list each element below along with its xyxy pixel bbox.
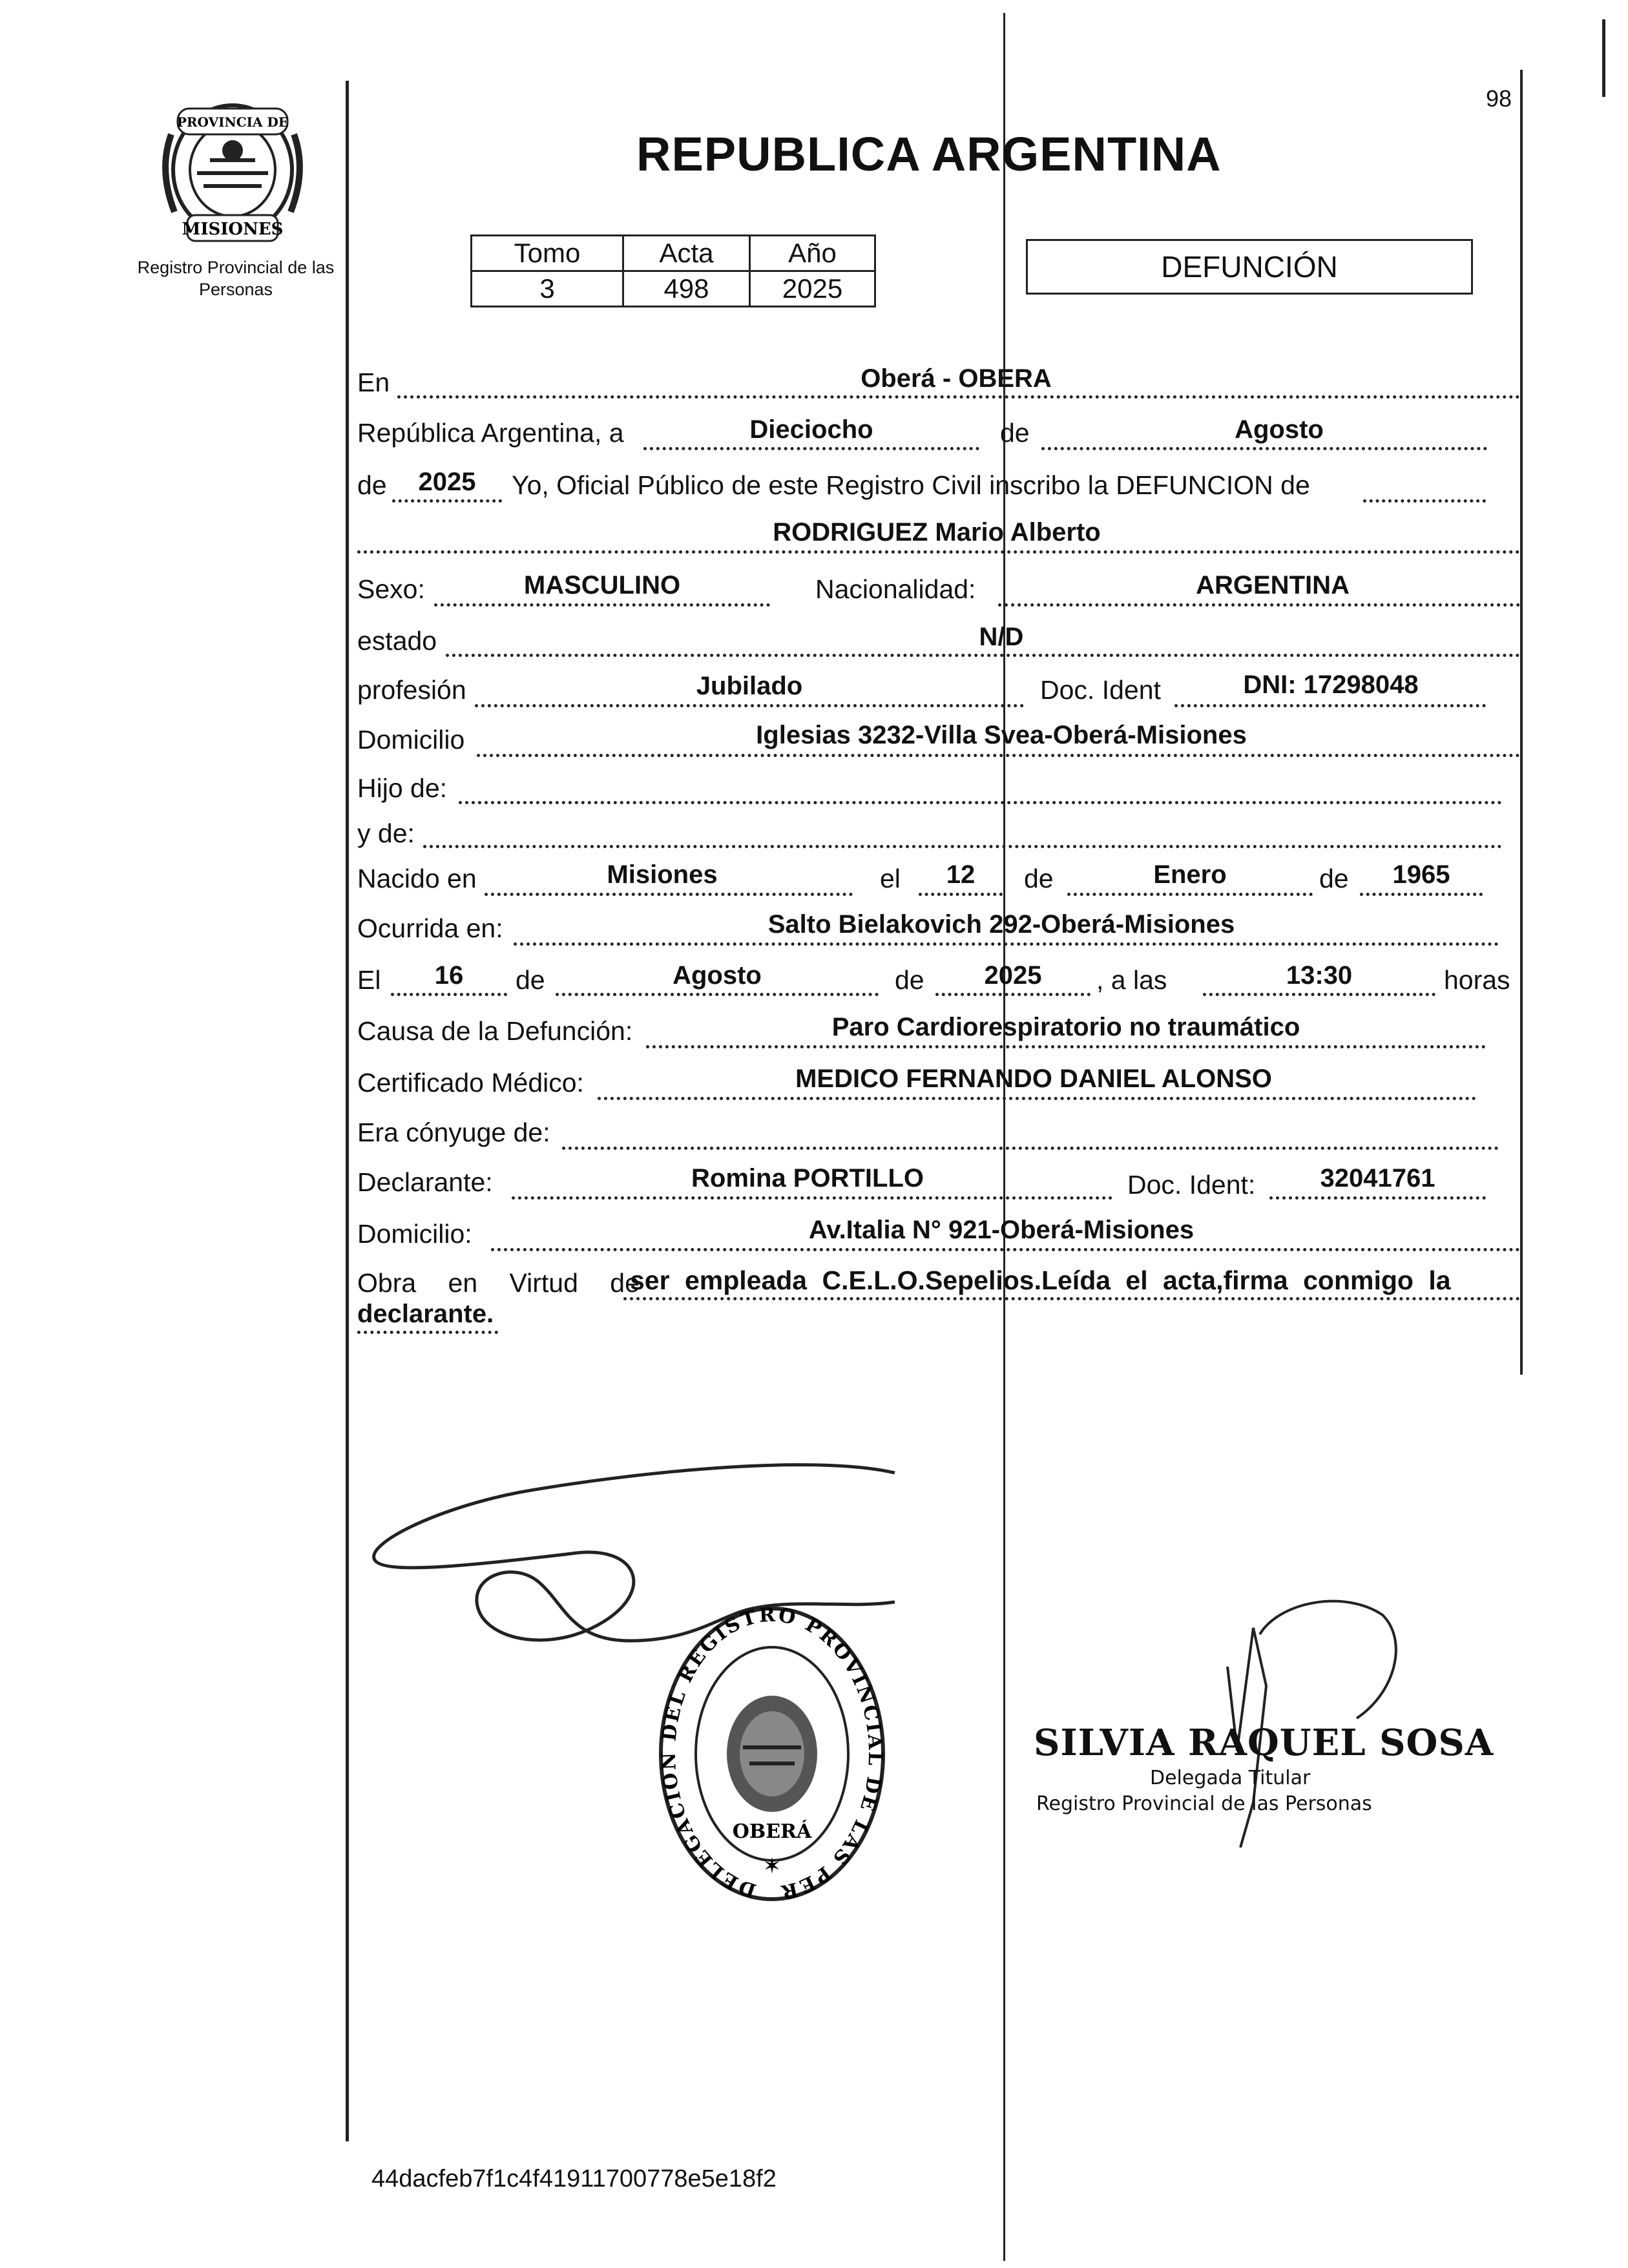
document-hash: 44dacfeb7f1c4f41911700778e5e18f2 <box>371 2165 777 2192</box>
month-value: Agosto <box>1235 415 1324 444</box>
seal-star-icon: ✶ <box>762 1854 782 1878</box>
nacido-lugar-line <box>485 893 853 896</box>
birth-year-line <box>1360 893 1483 896</box>
el-label: el <box>880 864 901 893</box>
decl-dom-label: Domicilio: <box>357 1219 472 1249</box>
sexo-value: MASCULINO <box>523 571 681 599</box>
estado-value: N/D <box>979 623 1024 651</box>
value-ano: 2025 <box>750 271 875 307</box>
name-line <box>357 550 1520 554</box>
birth-month-value: Enero <box>1153 860 1227 889</box>
official-name: SILVIA RAQUEL SOSA <box>1034 1722 1494 1764</box>
birth-year-value: 1965 <box>1392 860 1450 889</box>
sexo-line <box>434 603 770 607</box>
birth-day-value: 12 <box>946 860 976 889</box>
cert-line <box>598 1097 1476 1100</box>
emblem-bottom-text: MISIONES <box>182 220 284 239</box>
death-time-value: 13:30 <box>1286 961 1353 990</box>
death-time-line <box>1203 993 1435 996</box>
center-fold-line <box>1003 13 1005 2261</box>
ocurrida-value: Salto Bielakovich 292-Oberá-Misiones <box>767 910 1235 939</box>
en-line <box>397 395 1520 399</box>
official-seal <box>652 1602 892 1912</box>
profesion-value: Jubilado <box>696 672 803 700</box>
left-margin-rule <box>346 81 349 2141</box>
nacionalidad-label: Nacionalidad: <box>815 574 976 604</box>
declarante-line <box>512 1196 1112 1200</box>
nacido-label: Nacido en <box>357 864 477 893</box>
birth-de2-label: de <box>1319 864 1349 893</box>
doc-line <box>1174 704 1486 707</box>
estado-line <box>446 654 1520 657</box>
death-year-line <box>935 993 1091 996</box>
death-de1-label: de <box>516 965 545 995</box>
page-title: REPUBLICA ARGENTINA <box>636 127 1222 181</box>
obra-line-1 <box>623 1297 1520 1300</box>
place-value: Oberá - OBERA <box>861 364 1052 393</box>
causa-value: Paro Cardiorespiratorio no traumático <box>831 1013 1300 1041</box>
month-line <box>1041 447 1487 450</box>
domicilio-value: Iglesias 3232-Villa Svea-Oberá-Misiones <box>756 721 1247 749</box>
emblem-top-text: PROVINCIA DE <box>176 114 289 130</box>
doc-label: Doc. Ident <box>1040 675 1161 705</box>
death-month-line <box>556 993 879 996</box>
death-year-value: 2025 <box>984 961 1042 990</box>
day-words-value: Dieciocho <box>749 415 873 444</box>
hijo-label: Hijo de: <box>357 773 448 803</box>
sexo-label: Sexo: <box>357 574 425 604</box>
profesion-line <box>475 704 1024 707</box>
decl-dom-line <box>491 1248 1520 1251</box>
obra-text-2: declarante. <box>357 1300 494 1328</box>
obra-label <box>357 1270 640 1296</box>
year-prefix-label: de <box>357 470 387 500</box>
horas-label: horas <box>1444 965 1510 995</box>
conyuge-label: Era cónyuge de: <box>357 1118 550 1147</box>
domicilio-line <box>477 754 1520 757</box>
registry-label: Registro Provincial de las Personas <box>137 258 335 299</box>
seal-city: OBERÁ <box>732 1820 812 1843</box>
yo-line <box>1363 499 1486 503</box>
El-label: El <box>357 965 381 995</box>
y-de-line <box>423 845 1502 848</box>
header-ano: Año <box>750 236 875 271</box>
birth-month-line <box>1067 893 1313 896</box>
edge-mark <box>1602 19 1605 97</box>
official-role: Delegada Titular <box>1150 1767 1311 1789</box>
death-day-value: 16 <box>434 961 464 990</box>
y-de-label: y de: <box>357 818 415 848</box>
obra-line-2 <box>357 1331 498 1334</box>
ocurrida-label: Ocurrida en: <box>357 913 503 943</box>
year-value: 2025 <box>418 468 476 496</box>
domicilio-label: Domicilio <box>357 725 465 754</box>
nacionalidad-line <box>998 603 1520 607</box>
en-label: En <box>357 368 390 397</box>
day-line <box>643 447 979 450</box>
declarante-value: Romina PORTILLO <box>691 1164 924 1192</box>
ocurrida-line <box>514 942 1499 946</box>
year-line <box>392 499 502 503</box>
nacionalidad-value: ARGENTINA <box>1196 571 1350 599</box>
official-office: Registro Provincial de las Personas <box>1036 1793 1372 1815</box>
profesion-label: profesión <box>357 675 466 705</box>
causa-label: Causa de la Defunción: <box>357 1016 633 1046</box>
obra-label-text: Obra en Virtud de <box>357 1268 640 1298</box>
declarante-label: Declarante: <box>357 1167 493 1197</box>
value-acta: 498 <box>623 271 750 307</box>
death-month-value: Agosto <box>673 961 762 990</box>
de-label: de <box>1000 418 1030 448</box>
birth-de1-label: de <box>1024 864 1054 893</box>
header-acta: Acta <box>623 236 750 271</box>
province-emblem <box>152 89 313 251</box>
nacido-lugar-value: Misiones <box>607 860 718 889</box>
act-type-box: DEFUNCIÓN <box>1026 239 1473 295</box>
cert-value: MEDICO FERNANDO DANIEL ALONSO <box>795 1065 1272 1093</box>
deceased-name: RODRIGUEZ Mario Alberto <box>773 518 1101 546</box>
birth-day-line <box>919 893 1003 896</box>
doc-value: DNI: 17298048 <box>1243 671 1419 699</box>
obra-text-1: ser empleada C.E.L.O.Sepelios.Leída el acta,firma conmigo la <box>630 1265 1451 1295</box>
alas-label: , a las <box>1096 965 1167 995</box>
rep-label: República Argentina, a <box>357 418 624 448</box>
page-number: 98 <box>1486 85 1512 112</box>
volume-table <box>470 234 876 307</box>
decl-doc-label: Doc. Ident: <box>1127 1170 1256 1200</box>
decl-dom-value: Av.Italia N° 921-Oberá-Misiones <box>808 1216 1195 1244</box>
death-day-line <box>391 993 507 996</box>
value-tomo: 3 <box>472 271 623 307</box>
decl-doc-line <box>1269 1196 1486 1200</box>
yo-text: Yo, Oficial Público de este Registro Civil inscribo la DEFUNCION de <box>512 470 1310 500</box>
header-tomo: Tomo <box>472 236 623 271</box>
right-margin-rule <box>1520 70 1523 1375</box>
hijo-line <box>459 801 1502 804</box>
death-de2-label: de <box>895 965 924 995</box>
causa-line <box>646 1045 1486 1048</box>
cert-label: Certificado Médico: <box>357 1068 584 1098</box>
conyuge-line <box>562 1147 1499 1150</box>
decl-doc-value: 32041761 <box>1320 1164 1435 1192</box>
seal-ring-text: DELEGACION DEL REGISTRO PROVINCIAL DE LAS PER <box>657 1603 887 1904</box>
estado-label: estado <box>357 626 437 656</box>
